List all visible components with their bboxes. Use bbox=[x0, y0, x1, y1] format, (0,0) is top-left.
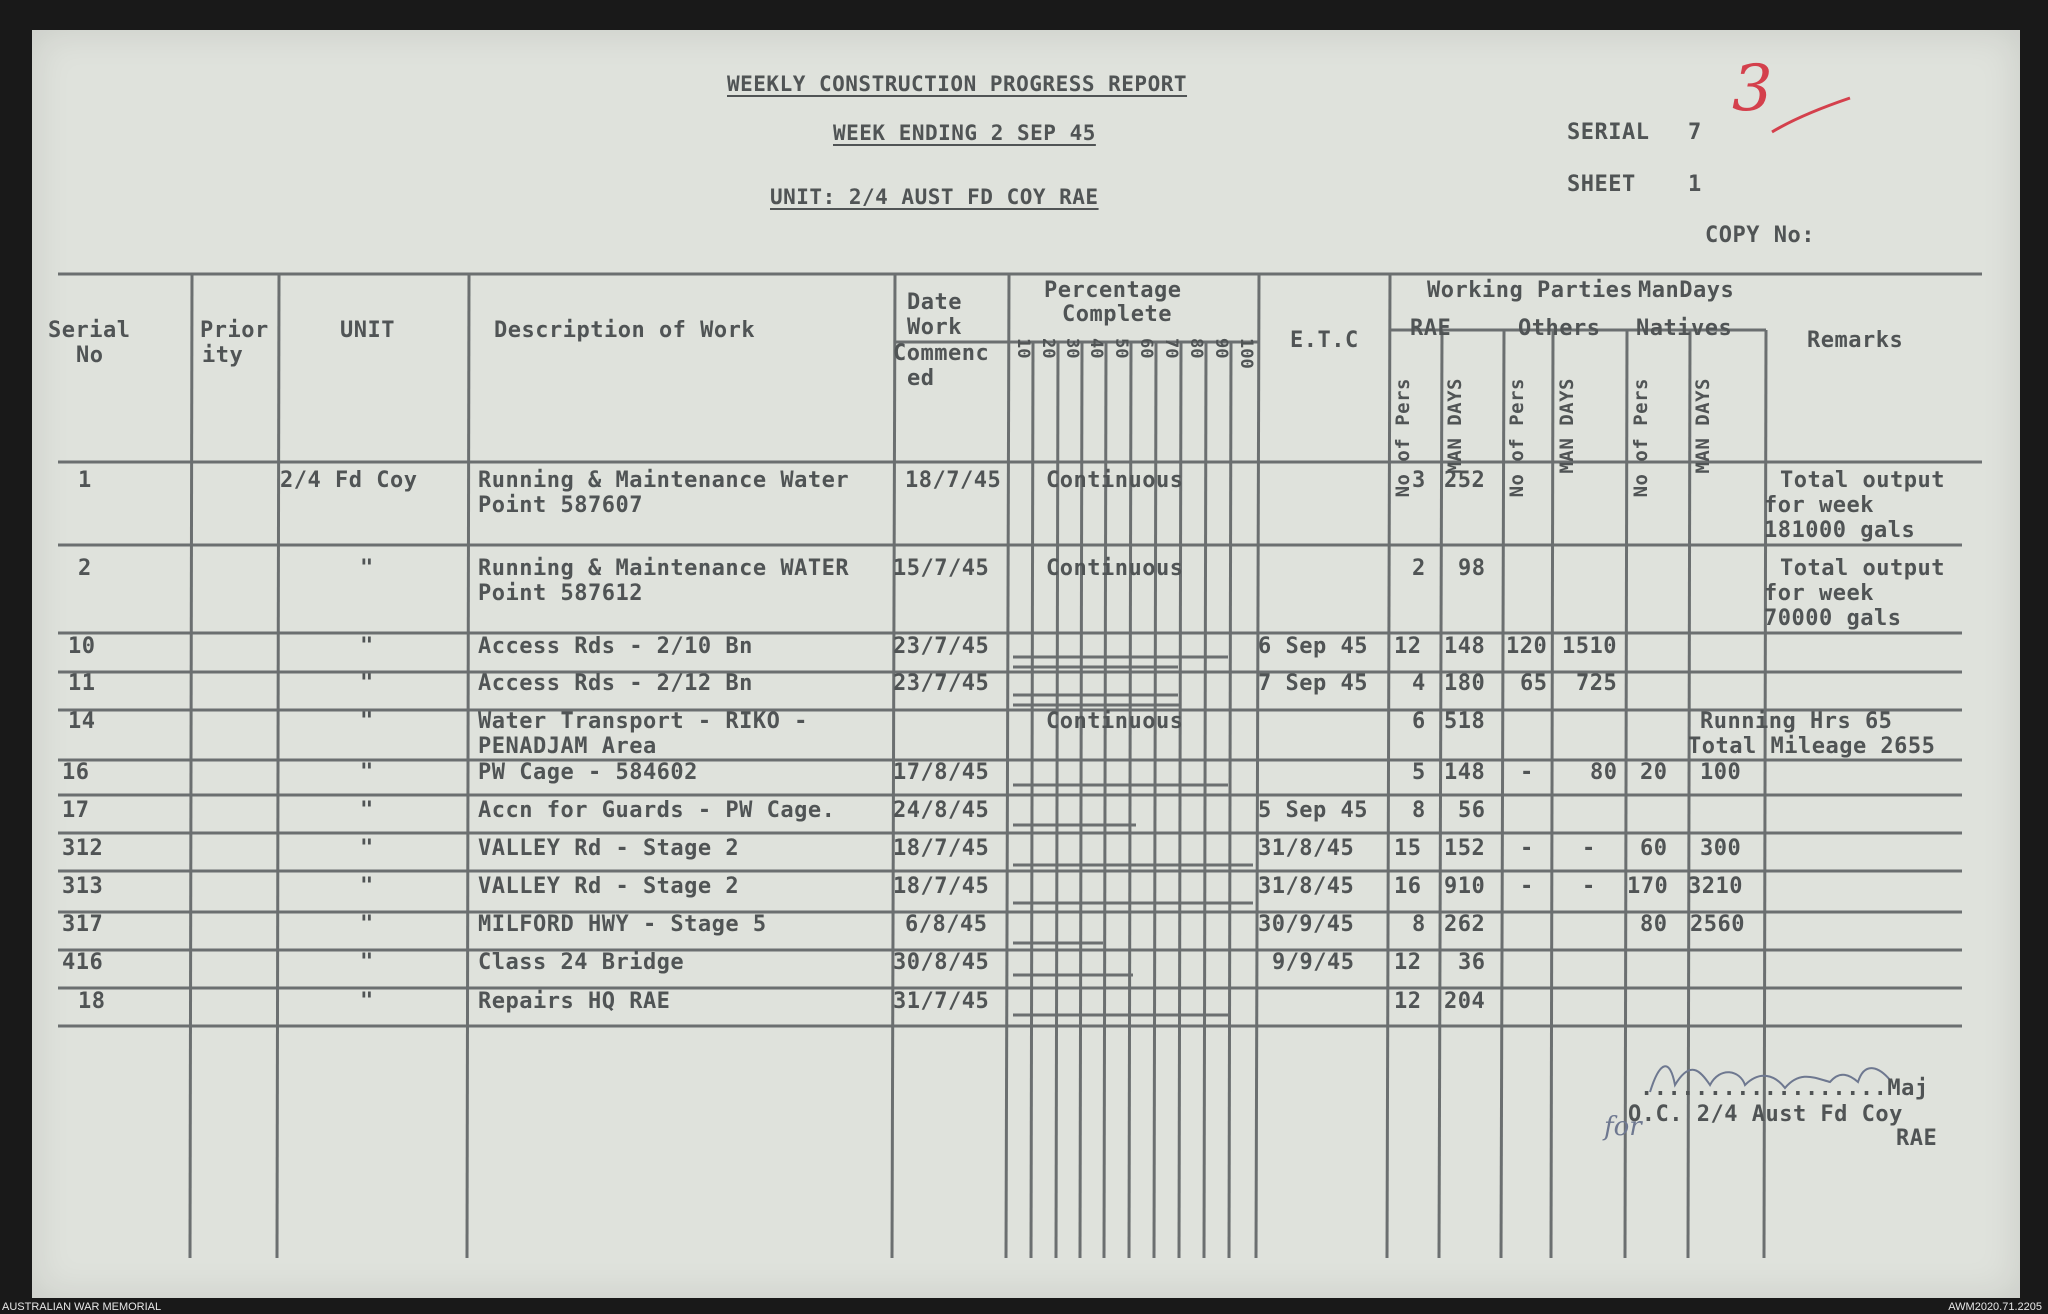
row-date: 18/7/45 bbox=[905, 468, 1002, 493]
col-percentage: Percentage bbox=[1044, 278, 1182, 303]
row-unit: " bbox=[360, 950, 374, 975]
row-etc: 30/9/45 bbox=[1258, 912, 1355, 937]
row-desc: Running & Maintenance WATER bbox=[478, 556, 850, 581]
row-rae-pers: 3 bbox=[1412, 468, 1426, 493]
col-others: Others bbox=[1518, 316, 1601, 341]
row-desc: Repairs HQ RAE bbox=[478, 989, 671, 1014]
unit-title: UNIT: 2/4 AUST FD COY RAE bbox=[770, 185, 1099, 209]
row-oth-pers: - bbox=[1520, 836, 1534, 861]
row-unit: " bbox=[360, 989, 374, 1014]
row-rae-days: 910 bbox=[1444, 874, 1486, 899]
serial-value: 7 bbox=[1688, 120, 1702, 145]
others-no-of-pers: No of Pers bbox=[1506, 378, 1528, 498]
row-desc: Access Rds - 2/10 Bn bbox=[478, 634, 753, 659]
row-serial: 1 bbox=[78, 468, 92, 493]
col-complete: Complete bbox=[1062, 302, 1172, 327]
row-oth-days: - bbox=[1582, 836, 1596, 861]
col-unit: UNIT bbox=[340, 318, 395, 343]
row-remarks-2: for week bbox=[1764, 493, 1874, 518]
row-nat-days: 100 bbox=[1700, 760, 1742, 785]
col-man-days-header: ManDays bbox=[1638, 278, 1735, 303]
row-nat-days: 3210 bbox=[1688, 874, 1743, 899]
sheet-label: SHEET bbox=[1567, 172, 1636, 197]
row-date: 23/7/45 bbox=[893, 634, 990, 659]
col-rae: RAE bbox=[1410, 316, 1452, 341]
row-serial: 2 bbox=[78, 556, 92, 581]
row-unit: " bbox=[360, 798, 374, 823]
row-date: 17/8/45 bbox=[893, 760, 990, 785]
row-date: 30/8/45 bbox=[893, 950, 990, 975]
row-rae-pers: 2 bbox=[1412, 556, 1426, 581]
row-desc: Accn for Guards - PW Cage. bbox=[478, 798, 836, 823]
row-unit: " bbox=[360, 709, 374, 734]
row-serial: 17 bbox=[62, 798, 90, 823]
col-etc: E.T.C bbox=[1290, 328, 1359, 353]
copy-no-label: COPY No: bbox=[1705, 223, 1815, 248]
row-rae-days: 204 bbox=[1444, 989, 1486, 1014]
row-serial: 16 bbox=[62, 760, 90, 785]
signature-corps-line: RAE bbox=[1896, 1126, 1938, 1151]
sheet-value: 1 bbox=[1688, 172, 1702, 197]
col-priority: Prior bbox=[200, 318, 269, 343]
pct-tick: 90 bbox=[1211, 338, 1231, 359]
row-remarks-3: 70000 gals bbox=[1764, 606, 1902, 631]
row-oth-pers: 120 bbox=[1506, 634, 1548, 659]
row-unit: " bbox=[360, 556, 374, 581]
row-desc: PW Cage - 584602 bbox=[478, 760, 698, 785]
row-rae-days: 152 bbox=[1444, 836, 1486, 861]
row-date: 15/7/45 bbox=[893, 556, 990, 581]
row-serial: 416 bbox=[62, 950, 104, 975]
row-rae-pers: 8 bbox=[1412, 798, 1426, 823]
row-rae-pers: 12 bbox=[1394, 950, 1422, 975]
pct-tick: 40 bbox=[1086, 338, 1106, 359]
row-rae-pers: 12 bbox=[1394, 989, 1422, 1014]
row-rae-pers: 8 bbox=[1412, 912, 1426, 937]
footer-archive: AUSTRALIAN WAR MEMORIAL bbox=[2, 1301, 162, 1313]
pct-tick: 100 bbox=[1236, 338, 1256, 369]
row-rae-days: 148 bbox=[1444, 634, 1486, 659]
row-unit: 2/4 Fd Coy bbox=[280, 468, 418, 493]
pct-tick: 80 bbox=[1186, 338, 1206, 359]
col-date: Date bbox=[907, 290, 962, 315]
col-priority-2: ity bbox=[202, 343, 244, 368]
row-nat-pers: 170 bbox=[1627, 874, 1669, 899]
footer-accession: AWM2020.71.2205 bbox=[1948, 1301, 2042, 1313]
row-pct-text: Continuous bbox=[1046, 709, 1184, 734]
week-ending: WEEK ENDING 2 SEP 45 bbox=[833, 121, 1096, 145]
natives-no-of-pers: No of Pers bbox=[1630, 378, 1652, 498]
col-date-commenc: Commenc bbox=[893, 341, 990, 366]
row-remarks: Running Hrs 65 bbox=[1700, 709, 1893, 734]
row-serial: 10 bbox=[68, 634, 96, 659]
signature-rank-line: ..................Maj bbox=[1640, 1076, 1929, 1101]
row-desc: Running & Maintenance Water bbox=[478, 468, 850, 493]
row-pct-text: Continuous bbox=[1046, 556, 1184, 581]
row-etc: 7 Sep 45 bbox=[1258, 671, 1368, 696]
row-nat-days: 300 bbox=[1700, 836, 1742, 861]
row-remarks-3: 181000 gals bbox=[1764, 518, 1916, 543]
row-rae-days: 518 bbox=[1444, 709, 1486, 734]
row-rae-pers: 5 bbox=[1412, 760, 1426, 785]
row-rae-days: 262 bbox=[1444, 912, 1486, 937]
row-serial: 11 bbox=[68, 671, 96, 696]
pct-tick: 10 bbox=[1013, 338, 1033, 359]
row-oth-days: - bbox=[1582, 874, 1596, 899]
col-date-work: Work bbox=[907, 315, 962, 340]
row-rae-days: 98 bbox=[1458, 556, 1486, 581]
row-etc: 31/8/45 bbox=[1258, 874, 1355, 899]
row-date: 6/8/45 bbox=[905, 912, 988, 937]
row-rae-days: 56 bbox=[1458, 798, 1486, 823]
row-rae-pers: 15 bbox=[1394, 836, 1422, 861]
serial-label: SERIAL bbox=[1567, 120, 1650, 145]
signature-title-line: O.C. 2/4 Aust Fd Coy bbox=[1628, 1102, 1903, 1127]
red-pencil-number: 3 bbox=[1732, 52, 1773, 126]
rae-man-days: MAN DAYS bbox=[1444, 378, 1466, 474]
col-description: Description of Work bbox=[494, 318, 756, 343]
col-date-ed: ed bbox=[907, 366, 935, 391]
row-oth-pers: - bbox=[1520, 760, 1534, 785]
row-oth-days: 80 bbox=[1590, 760, 1618, 785]
row-rae-pers: 12 bbox=[1394, 634, 1422, 659]
row-oth-days: 1510 bbox=[1562, 634, 1617, 659]
row-remarks: Total output bbox=[1780, 556, 1945, 581]
row-serial: 317 bbox=[62, 912, 104, 937]
row-rae-days: 252 bbox=[1444, 468, 1486, 493]
row-serial: 313 bbox=[62, 874, 104, 899]
report-title: WEEKLY CONSTRUCTION PROGRESS REPORT bbox=[727, 72, 1188, 96]
row-rae-days: 180 bbox=[1444, 671, 1486, 696]
row-rae-days: 36 bbox=[1458, 950, 1486, 975]
pct-tick: 70 bbox=[1161, 338, 1181, 359]
row-desc: VALLEY Rd - Stage 2 bbox=[478, 836, 740, 861]
row-rae-pers: 16 bbox=[1394, 874, 1422, 899]
row-remarks-2: for week bbox=[1764, 581, 1874, 606]
row-nat-days: 2560 bbox=[1690, 912, 1745, 937]
row-nat-pers: 60 bbox=[1640, 836, 1668, 861]
row-unit: " bbox=[360, 874, 374, 899]
row-date: 23/7/45 bbox=[893, 671, 990, 696]
row-remarks: Total output bbox=[1780, 468, 1945, 493]
row-desc-2: Point 587607 bbox=[478, 493, 643, 518]
row-serial: 14 bbox=[68, 709, 96, 734]
row-etc: 5 Sep 45 bbox=[1258, 798, 1368, 823]
row-rae-pers: 6 bbox=[1412, 709, 1426, 734]
pct-tick: 30 bbox=[1062, 338, 1082, 359]
pct-tick: 60 bbox=[1136, 338, 1156, 359]
natives-man-days: MAN DAYS bbox=[1692, 378, 1714, 474]
row-serial: 18 bbox=[78, 989, 106, 1014]
row-desc-2: PENADJAM Area bbox=[478, 734, 657, 759]
row-desc: MILFORD HWY - Stage 5 bbox=[478, 912, 767, 937]
row-pct-text: Continuous bbox=[1046, 468, 1184, 493]
row-nat-pers: 80 bbox=[1640, 912, 1668, 937]
row-remarks-2: Total Mileage 2655 bbox=[1688, 734, 1936, 759]
row-desc-2: Point 587612 bbox=[478, 581, 643, 606]
row-serial: 312 bbox=[62, 836, 104, 861]
pct-tick: 50 bbox=[1111, 338, 1131, 359]
col-remarks: Remarks bbox=[1807, 328, 1904, 353]
pct-tick: 20 bbox=[1038, 338, 1058, 359]
row-date: 18/7/45 bbox=[893, 874, 990, 899]
row-oth-pers: - bbox=[1520, 874, 1534, 899]
col-serial: Serial bbox=[48, 318, 131, 343]
row-desc: Water Transport - RIKO - bbox=[478, 709, 808, 734]
row-oth-pers: 65 bbox=[1520, 671, 1548, 696]
row-unit: " bbox=[360, 634, 374, 659]
row-rae-pers: 4 bbox=[1412, 671, 1426, 696]
row-unit: " bbox=[360, 671, 374, 696]
row-etc: 9/9/45 bbox=[1272, 950, 1355, 975]
row-date: 24/8/45 bbox=[893, 798, 990, 823]
row-date: 18/7/45 bbox=[893, 836, 990, 861]
col-working-parties: Working Parties bbox=[1427, 278, 1634, 303]
row-unit: " bbox=[360, 836, 374, 861]
row-nat-pers: 20 bbox=[1640, 760, 1668, 785]
others-man-days: MAN DAYS bbox=[1556, 378, 1578, 474]
row-desc: Access Rds - 2/12 Bn bbox=[478, 671, 753, 696]
col-natives: Natives bbox=[1636, 316, 1733, 341]
row-etc: 6 Sep 45 bbox=[1258, 634, 1368, 659]
rae-no-of-pers: No of Pers bbox=[1392, 378, 1414, 498]
row-date: 31/7/45 bbox=[893, 989, 990, 1014]
row-rae-days: 148 bbox=[1444, 760, 1486, 785]
col-serial-no: No bbox=[76, 343, 104, 368]
signature-for-mark: for bbox=[1604, 1112, 1642, 1142]
row-oth-days: 725 bbox=[1576, 671, 1618, 696]
row-desc: Class 24 Bridge bbox=[478, 950, 685, 975]
row-unit: " bbox=[360, 912, 374, 937]
row-desc: VALLEY Rd - Stage 2 bbox=[478, 874, 740, 899]
row-etc: 31/8/45 bbox=[1258, 836, 1355, 861]
row-unit: " bbox=[360, 760, 374, 785]
